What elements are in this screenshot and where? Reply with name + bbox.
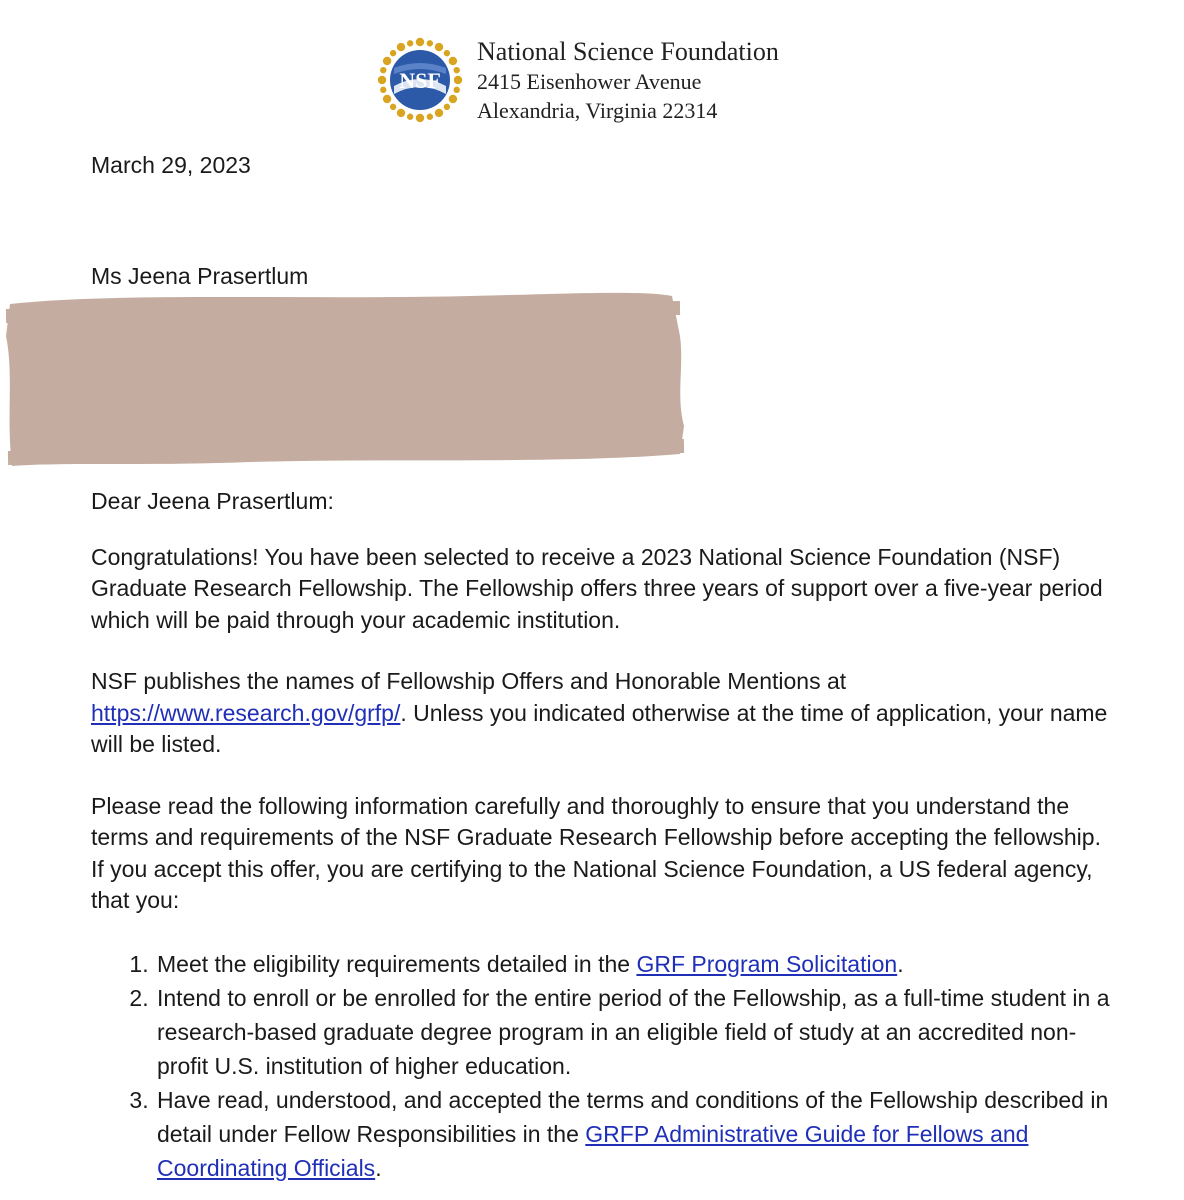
salutation: Dear Jeena Prasertlum: bbox=[91, 488, 334, 514]
logo-text: NSF bbox=[399, 68, 441, 93]
address-line-2: Alexandria, Virginia 22314 bbox=[477, 98, 718, 123]
redacted-address-block bbox=[0, 286, 700, 476]
paragraph-congratulations: Congratulations! You have been selected to receive a 2023 National Science Foundation (NSF) Graduate Research Fellowship. The Fellowship offers three years of support over a five-year period which will be paid through your academic institution. bbox=[91, 543, 1103, 633]
requirement-text: Intend to enroll or be enrolled for the entire period of the Fellowship, as a full-time student in a research-based graduate degree program in an eligible field of study at an accredited non-profit U.S. institution of higher education. bbox=[157, 984, 1110, 1079]
paragraph-terms-intro: Please read the following information carefully and thoroughly to ensure that you understand the terms and requirements of the NSF Graduate Research Fellowship before accepting the fellowship. If you accept this offer, you are certifying to the National Science Foundation, a US federal agency, that you: bbox=[91, 792, 1101, 913]
requirements-list bbox=[91, 947, 1111, 1185]
letterhead-text bbox=[477, 37, 779, 125]
requirement-text-end: . bbox=[375, 1154, 382, 1181]
requirement-text-end: . bbox=[897, 950, 904, 977]
paragraph-publication bbox=[91, 666, 1111, 761]
grfp-administrative-guide-link[interactable]: GRFP Administrative Guide for Fellows and Coordinating Officials bbox=[157, 1120, 1029, 1181]
nsf-logo bbox=[374, 34, 466, 126]
requirement-text: Have read, understood, and accepted the terms and conditions of the Fellowship described in detail under Fellow Responsibilities in the bbox=[157, 1086, 1109, 1147]
grfp-website-link[interactable]: https://www.research.gov/grfp/ bbox=[91, 699, 401, 726]
letterhead bbox=[374, 34, 834, 128]
recipient-name: Ms Jeena Prasertlum bbox=[91, 263, 309, 289]
grf-program-solicitation-link[interactable]: GRF Program Solicitation bbox=[636, 950, 898, 977]
letter-body bbox=[91, 486, 1111, 1185]
org-name: National Science Foundation bbox=[477, 37, 779, 66]
requirement-text: Meet the eligibility requirements detailed in the bbox=[157, 950, 637, 977]
paragraph-publication-text-end: . Unless you indicated otherwise at the time of application, your name will be listed. bbox=[91, 699, 1108, 757]
requirement-item bbox=[155, 1083, 1111, 1185]
address-line-1: 2415 Eisenhower Avenue bbox=[477, 69, 702, 94]
requirement-item bbox=[155, 947, 1111, 981]
paragraph-publication-text: NSF publishes the names of Fellowship Offers and Honorable Mentions at bbox=[91, 668, 847, 694]
requirement-item bbox=[155, 981, 1111, 1083]
letter-date: March 29, 2023 bbox=[91, 152, 251, 178]
